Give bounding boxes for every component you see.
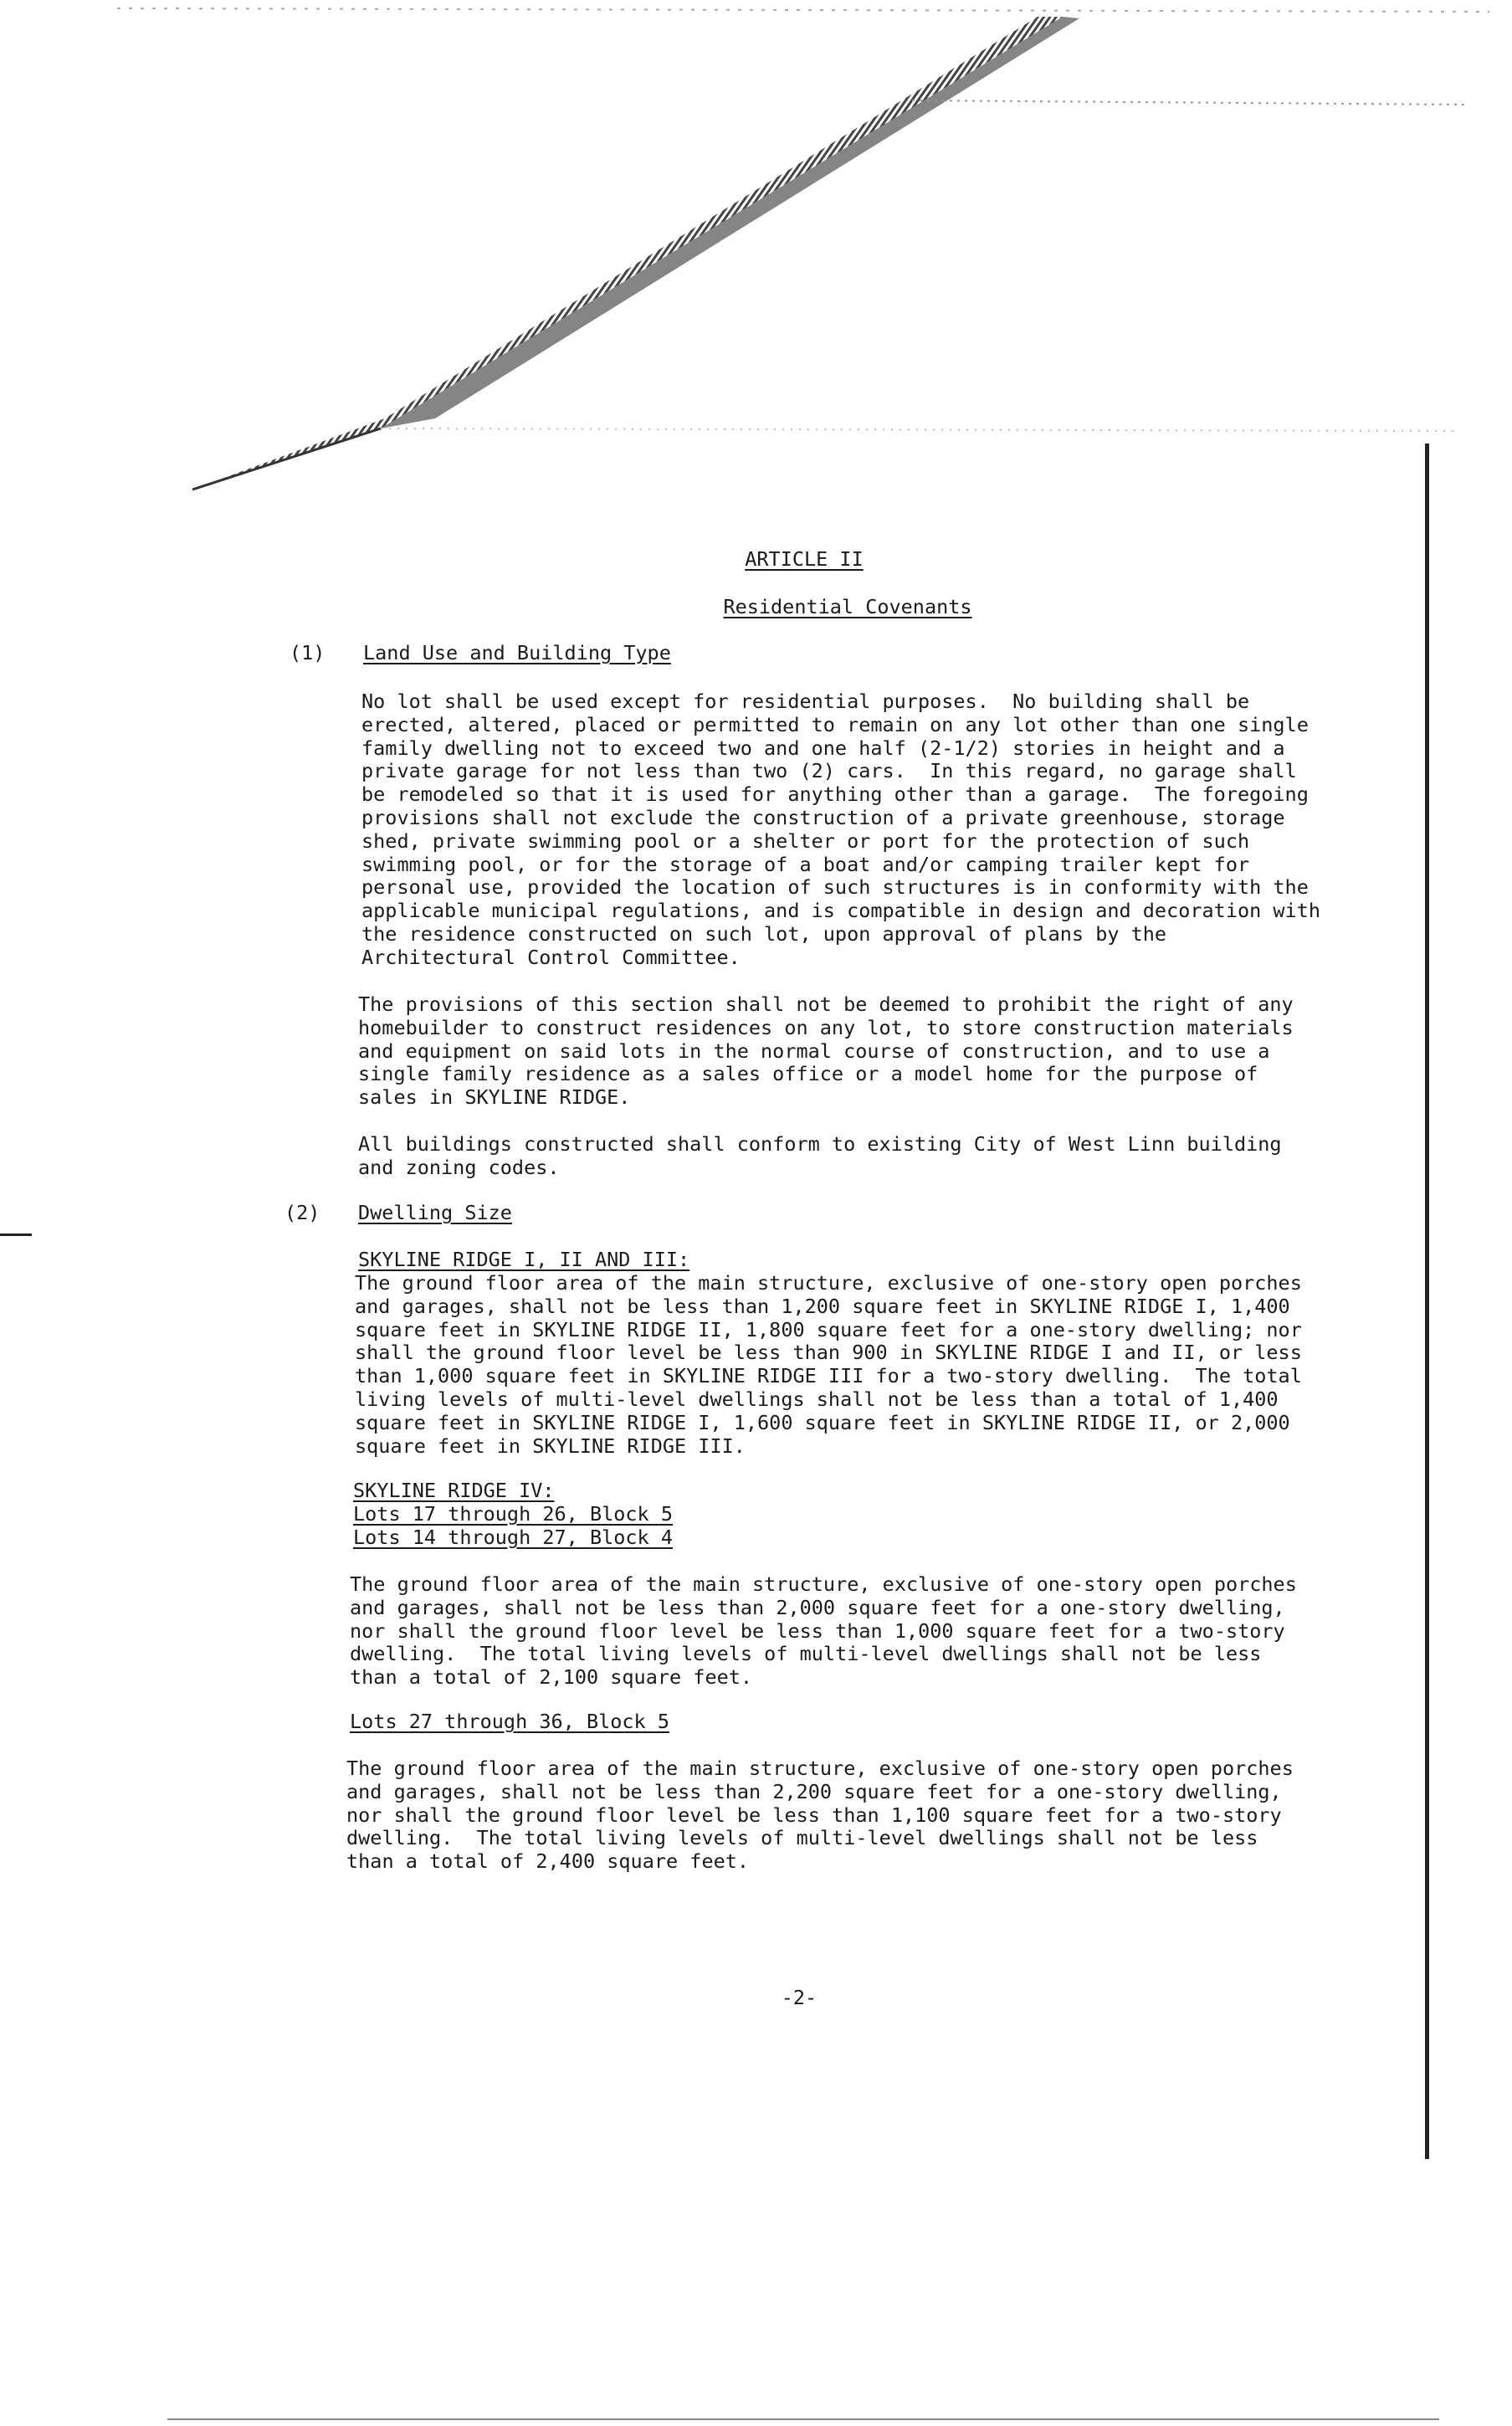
scan-artifact-bottom-line [167,2418,1439,2420]
scan-artifact-right-border [1425,444,1429,2159]
paragraph-building-codes: All buildings constructed shall conform to existing City of West Linn building and zoning codes. [358,1132,1282,1179]
article-heading: ARTICLE II [745,547,864,571]
section-title-dwelling-size: Dwelling Size [358,1201,512,1224]
section-number-2: (2) [284,1201,320,1224]
lots-line-block-4: Lots 14 through 27, Block 4 [353,1526,674,1549]
scan-artifact-diagonal [0,0,1512,519]
section-title-land-use: Land Use and Building Type [363,641,671,664]
subsection-title-skyline-i-ii-iii: SKYLINE RIDGE I, II AND III: [358,1248,690,1271]
paragraph-homebuilder: The provisions of this section shall not be deemed to prohibit the right of any homebuilder to construct residences on any lot, to store construction materials and equipment on said lots in the normal course of construction, and to use a single family residence as a sales office or a model home for the purpose of sales in SKYLINE RIDGE. [358,992,1294,1110]
paragraph-land-use: No lot shall be used except for residential purposes. No building shall be erected, altered, placed or permitted to remain on any lot other than one single family dwelling not to exceed two and one half (2-1/2) stories in height and a private garage for not less than two (2) cars. In this regard, no garage shall be remodeled so that it is used for anything other than a garage. The foregoing provisions shall not exclude the construction of a private greenhouse, storage shed, private swimming pool or a shelter or port for the protection of such swimming pool, or for the storage of a boat and/or camping trailer kept for personal use, provided the location of such structures is in conformity with the applicable municipal regulations, and is compatible in design and decoration with the residence constructed on such lot, upon approval of plans by the Architectural Control Committee. [361,690,1321,969]
paragraph-skyline-iv: The ground floor area of the main structure, exclusive of one-story open porches and garages, shall not be less than 2,000 square feet for a one-story dwelling, nor shall the ground floor level be less than 1,000 square feet for a two-story dwelling. The total living levels of multi-level dwellings shall not be less than a total of 2,100 square feet. [350,1572,1297,1690]
subsection-title-skyline-iv: SKYLINE RIDGE IV: [353,1479,555,1502]
page-number: -2- [781,1986,818,2009]
article-subheading: Residential Covenants [723,595,972,618]
section-number-1: (1) [290,641,325,664]
subsection-title-lots-27-36: Lots 27 through 36, Block 5 [350,1710,670,1733]
lots-line-block-5: Lots 17 through 26, Block 5 [353,1502,674,1526]
paragraph-lots-27-36: The ground floor area of the main structure, exclusive of one-story open porches and garages, shall not be less than 2,200 square feet for a one-story dwelling, nor shall the ground floor level be less than 1,100 square feet for a two-story dwelling. The total living levels of multi-level dwellings shall not be less than a total of 2,400 square feet. [346,1757,1294,1874]
scan-artifact-left-tick [0,1234,32,1236]
paragraph-skyline-i-ii-iii: The ground floor area of the main structure, exclusive of one-story open porches and garages, shall not be less than 1,200 square feet in SKYLINE RIDGE I, 1,400 square feet in SKYLINE RIDGE II, 1,800 square feet for a one-story dwelling; nor shall the ground floor level be less than 900 in SKYLINE RIDGE I and II, or less than 1,000 square feet in SKYLINE RIDGE III for a two-story dwelling. The total living levels of multi-level dwellings shall not be less than a total of 1,400 square feet in SKYLINE RIDGE I, 1,600 square feet in SKYLINE RIDGE II, or 2,000 square feet in SKYLINE RIDGE III. [355,1271,1302,1458]
